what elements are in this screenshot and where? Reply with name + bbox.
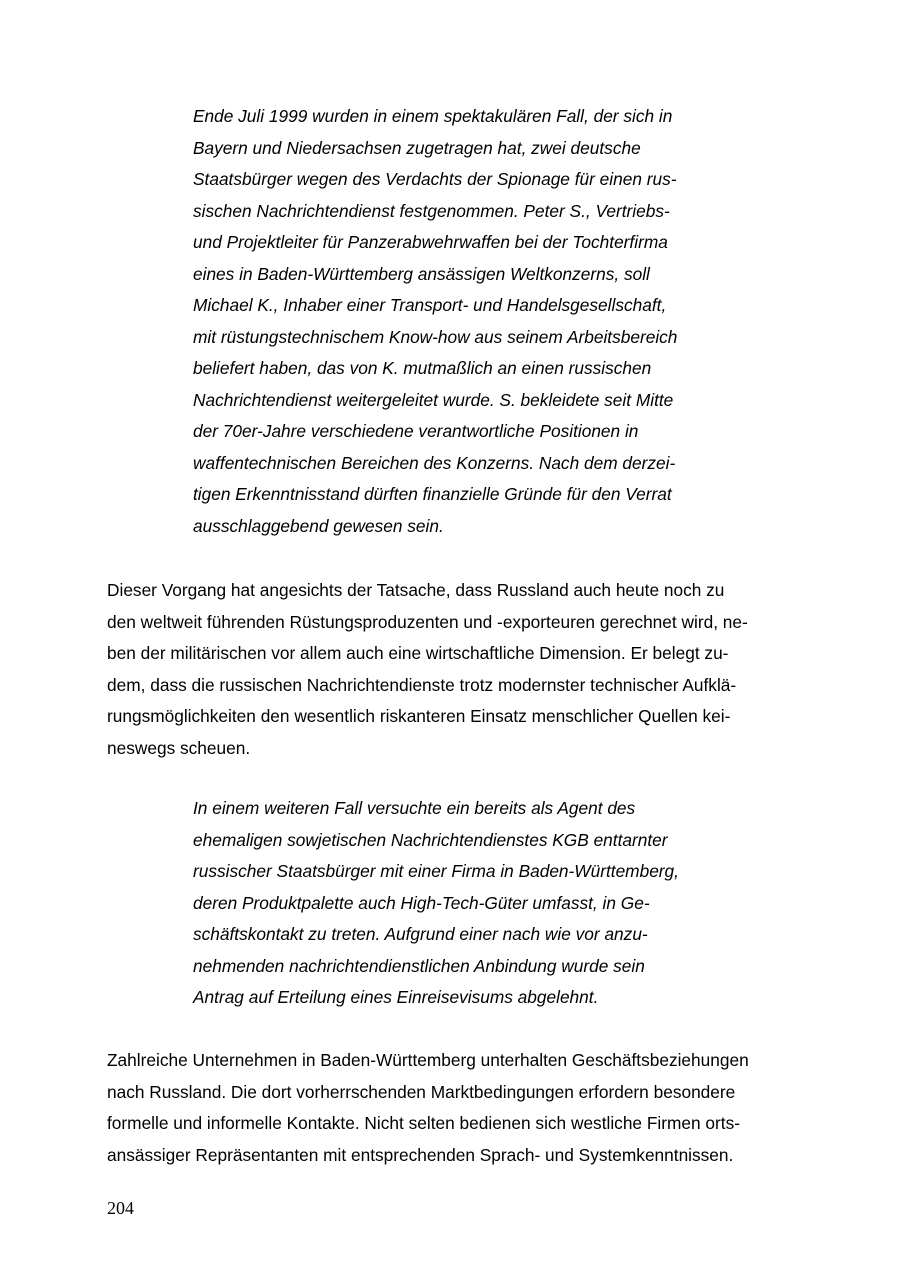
text-line: ansässiger Repräsentanten mit entsprechenden Sprach- und Systemkenntnissen. xyxy=(107,1144,734,1165)
text-line: neswegs scheuen. xyxy=(107,737,251,758)
text-line: Bayern und Niedersachsen zugetragen hat, zwei deutsche xyxy=(193,137,641,158)
text-line: und Projektleiter für Panzerabwehrwaffen bei der Tochterfirma xyxy=(193,232,668,252)
text-line: schäftskontakt zu treten. Aufgrund einer nach wie vor anzu- xyxy=(193,924,648,944)
text-line: Dieser Vorgang hat angesichts der Tatsache, dass Russland auch heute noch zu xyxy=(107,580,725,600)
text-line: ausschlaggebend gewesen sein. xyxy=(193,515,444,536)
text-line: der 70er-Jahre verschiedene verantwortliche Positionen in xyxy=(193,421,639,441)
text-line: Zahlreiche Unternehmen in Baden-Württemberg unterhalten Geschäftsbeziehungen xyxy=(107,1050,749,1070)
text-line: dem, dass die russischen Nachrichtendienste trotz modernster technischer Aufklä- xyxy=(107,674,737,695)
text-line: Nachrichtendienst weitergeleitet wurde. S. bekleidete seit Mitte xyxy=(193,389,674,410)
text-line: formelle und informelle Kontakte. Nicht selten bedienen sich westliche Firmen orts- xyxy=(107,1113,740,1133)
body-paragraph-2 xyxy=(107,1045,797,1171)
text-line: russischer Staatsbürger mit einer Firma in Baden-Württemberg, xyxy=(193,861,679,881)
quote-block-spionage-1999 xyxy=(193,101,723,542)
text-line: den weltweit führenden Rüstungsproduzenten und -exporteuren gerechnet wird, ne- xyxy=(107,611,748,632)
text-line: ehemaligen sowjetischen Nachrichtendienstes KGB enttarnter xyxy=(193,829,668,850)
text-line: beliefert haben, das von K. mutmaßlich an einen russischen xyxy=(193,358,652,378)
text-line: Ende Juli 1999 wurden in einem spektakulären Fall, der sich in xyxy=(193,106,673,126)
text-line: Staatsbürger wegen des Verdachts der Spionage für einen rus- xyxy=(193,169,677,189)
text-line: deren Produktpalette auch High-Tech-Güter umfasst, in Ge- xyxy=(193,892,650,913)
page-number: 204 xyxy=(107,1198,134,1218)
text-line: Antrag auf Erteilung eines Einreisevisums abgelehnt. xyxy=(193,987,599,1007)
text-line: eines in Baden-Württemberg ansässigen Weltkonzerns, soll xyxy=(193,263,650,284)
quote-block-kgb-agent xyxy=(193,793,723,1014)
text-line: Michael K., Inhaber einer Transport- und Handelsgesellschaft, xyxy=(193,295,667,315)
text-line: rungsmöglichkeiten den wesentlich riskanteren Einsatz menschlicher Quellen kei- xyxy=(107,706,731,726)
text-line: ben der militärischen vor allem auch eine wirtschaftliche Dimension. Er belegt zu- xyxy=(107,643,729,663)
text-line: nach Russland. Die dort vorherrschenden Marktbedingungen erfordern besondere xyxy=(107,1081,736,1102)
text-line: mit rüstungstechnischem Know-how aus seinem Arbeitsbereich xyxy=(193,326,678,347)
body-paragraph-1 xyxy=(107,575,797,764)
text-line: In einem weiteren Fall versuchte ein bereits als Agent des xyxy=(193,798,636,818)
text-line: tigen Erkenntnisstand dürften finanzielle Gründe für den Verrat xyxy=(193,484,672,504)
text-line: nehmenden nachrichtendienstlichen Anbindung wurde sein xyxy=(193,955,645,976)
text-line: waffentechnischen Bereichen des Konzerns. Nach dem derzei- xyxy=(193,452,676,473)
text-line: sischen Nachrichtendienst festgenommen. Peter S., Vertriebs- xyxy=(193,200,670,221)
